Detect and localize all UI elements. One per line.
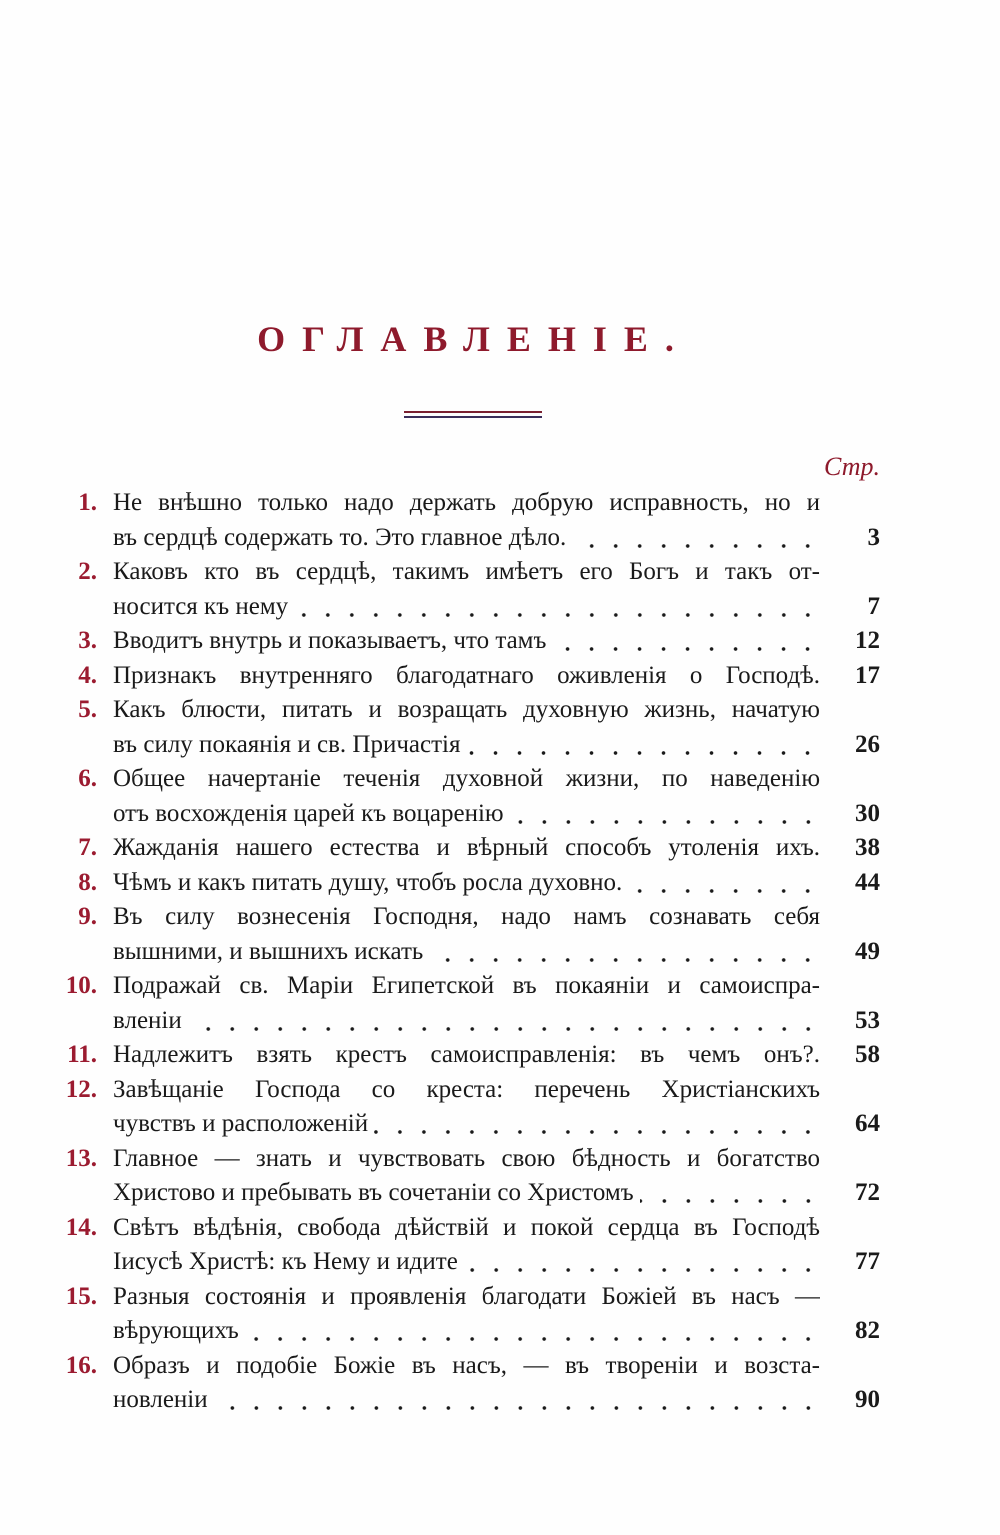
toc-entry-page: 3 <box>867 523 880 551</box>
toc-entry-line <box>0 831 1000 866</box>
toc-entry-line <box>0 590 1000 625</box>
dot-leader <box>466 728 820 763</box>
toc-entry-line <box>0 1176 1000 1211</box>
toc-entry-last-line <box>113 1107 820 1142</box>
toc-entry-number: 5. <box>78 696 97 723</box>
toc-entry-title: Свѣтъ вѣдѣнія, свобода дѣйствій и покой сердца въ Господѣ <box>113 1213 820 1241</box>
toc-entry-title: Христово и пребывать въ сочетаніи со Христомъ <box>113 1179 634 1206</box>
dot-leader <box>510 797 820 832</box>
toc-entry-title: Жажданія нашего естества и вѣрный способъ утоленія ихъ. <box>113 834 820 861</box>
toc-entry-number: 11. <box>67 1041 97 1068</box>
toc-entry-number: 13. <box>65 1144 97 1172</box>
toc-entry-number: 10. <box>65 972 97 999</box>
toc-entry-title: Общее начертаніе теченія духовной жизни, по наведенію <box>113 765 820 792</box>
toc-entry-page: 82 <box>855 1317 880 1344</box>
toc-entry-line <box>0 900 1000 935</box>
toc-entry-page: 26 <box>855 730 880 758</box>
table-of-contents <box>0 486 1000 1418</box>
toc-entry-number: 3. <box>78 627 97 654</box>
toc-entry-page: 58 <box>855 1041 880 1068</box>
dot-leader <box>245 1314 820 1349</box>
toc-entry-line <box>0 1038 1000 1073</box>
toc-entry-last-line <box>113 831 820 866</box>
toc-entry-number: 7. <box>78 834 97 861</box>
toc-entry-line <box>0 1245 1000 1280</box>
toc-entry-title: Іисусѣ Христѣ: къ Нему и идите <box>113 1248 458 1275</box>
dot-leader <box>214 1383 820 1418</box>
toc-entry-page: 38 <box>855 834 880 861</box>
toc-entry-number: 14. <box>65 1213 97 1241</box>
toc-entry-number: 6. <box>78 765 97 792</box>
dot-leader <box>552 624 820 659</box>
toc-entry-line <box>0 1107 1000 1142</box>
toc-entry-last-line <box>113 659 820 694</box>
toc-entry-title: Главное — знать и чувствовать свою бѣдность и богатство <box>113 1144 820 1172</box>
toc-entry-page: 12 <box>855 627 880 654</box>
toc-entry-line <box>0 1349 1000 1384</box>
toc-entry-number: 4. <box>78 661 97 689</box>
toc-entry-title: Признакъ внутренняго благодатнаго оживленія о Господѣ. <box>113 661 820 689</box>
toc-entry-last-line <box>113 1004 820 1039</box>
toc-entry-number: 16. <box>65 1351 97 1379</box>
toc-entry-line <box>0 866 1000 901</box>
title-double-rule <box>404 411 542 420</box>
dot-leader <box>188 1004 820 1039</box>
toc-entry-line <box>0 693 1000 728</box>
toc-entry-last-line <box>113 624 820 659</box>
toc-entry-line <box>0 1073 1000 1108</box>
toc-entry-line <box>0 728 1000 763</box>
toc-entry-line <box>0 1004 1000 1039</box>
toc-entry-number: 2. <box>78 558 97 585</box>
toc-entry-line <box>0 1280 1000 1315</box>
toc-entry-last-line <box>113 1176 820 1211</box>
toc-entry-title: Подражай св. Маріи Египетской въ покаяніи и самоиспра- <box>113 972 820 999</box>
toc-entry-number: 1. <box>78 489 97 516</box>
toc-entry-line <box>0 486 1000 521</box>
page-title: ОГЛАВЛЕНІЕ. <box>257 319 691 359</box>
toc-entry-line <box>0 762 1000 797</box>
toc-entry-page: 64 <box>855 1110 880 1137</box>
toc-entry-page: 17 <box>855 661 880 689</box>
toc-entry-title: Въ силу вознесенія Господня, надо намъ сознавать себя <box>113 903 820 930</box>
toc-entry-title: вѣрующихъ <box>113 1317 239 1344</box>
toc-entry-title: Завѣщаніе Господа со креста: перечень Христіанскихъ <box>113 1075 820 1103</box>
dot-leader <box>572 521 820 556</box>
toc-entry-last-line <box>113 1038 820 1073</box>
toc-entry-last-line <box>113 521 820 556</box>
toc-entry-line <box>0 555 1000 590</box>
toc-entry-line <box>0 935 1000 970</box>
dot-leader <box>464 1245 820 1280</box>
toc-entry-last-line <box>113 1383 820 1418</box>
toc-entry-title: Чѣмъ и какъ питать душу, чтобъ росла духовно. <box>113 868 623 896</box>
toc-entry-title: чувствъ и расположеній <box>113 1110 369 1137</box>
toc-entry-title: въ сердцѣ содержать то. Это главное дѣло. <box>113 523 567 551</box>
toc-entry-title: Разныя состоянія и проявленія благодати Божіей въ насъ — <box>113 1282 820 1310</box>
toc-entry-page: 53 <box>855 1006 880 1034</box>
dot-leader <box>374 1107 820 1142</box>
toc-entry-title: въ силу покаянія и св. Причастія <box>113 730 461 758</box>
toc-entry-title: Образъ и подобіе Божіе въ насъ, — въ твореніи и возста- <box>113 1351 820 1379</box>
toc-entry-title: вышними, и вышнихъ искать <box>113 937 424 965</box>
toc-entry-line <box>0 1383 1000 1418</box>
toc-entry-number: 9. <box>78 903 97 930</box>
page-column-label: Стр. <box>824 452 880 481</box>
dot-leader <box>640 1176 820 1211</box>
toc-entry-line <box>0 969 1000 1004</box>
dot-leader <box>628 866 820 901</box>
toc-entry-last-line <box>113 1245 820 1280</box>
toc-entry-page: 49 <box>855 937 880 965</box>
toc-entry-title: отъ восхожденія царей къ воцаренію <box>113 799 504 827</box>
toc-entry-line <box>0 797 1000 832</box>
dot-leader <box>294 590 820 625</box>
toc-entry-title: Какъ блюсти, питать и возращать духовную жизнь, начатую <box>113 696 820 723</box>
toc-entry-title: новленіи <box>113 1386 208 1413</box>
toc-entry-last-line <box>113 866 820 901</box>
toc-entry-page: 7 <box>867 592 880 620</box>
toc-entry-page: 72 <box>855 1179 880 1206</box>
toc-entry-page: 30 <box>855 799 880 827</box>
toc-entry-line <box>0 521 1000 556</box>
toc-entry-page: 44 <box>855 868 880 896</box>
toc-entry-last-line <box>113 728 820 763</box>
toc-entry-last-line <box>113 797 820 832</box>
toc-entry-last-line <box>113 590 820 625</box>
toc-entry-line <box>0 1314 1000 1349</box>
toc-entry-last-line <box>113 935 820 970</box>
toc-entry-title: Не внѣшно только надо держать добрую исправность, но и <box>113 489 820 516</box>
toc-entry-title: Надлежитъ взять крестъ самоисправленія: въ чемъ онъ?. <box>113 1041 820 1068</box>
toc-entry-line <box>0 1142 1000 1177</box>
toc-entry-line <box>0 624 1000 659</box>
toc-entry-page: 90 <box>855 1386 880 1413</box>
dot-leader <box>429 935 820 970</box>
toc-entry-number: 8. <box>78 868 97 896</box>
toc-entry-title: вленіи <box>113 1006 182 1034</box>
toc-entry-number: 12. <box>65 1075 97 1103</box>
toc-entry-line <box>0 659 1000 694</box>
toc-entry-page: 77 <box>855 1248 880 1275</box>
toc-entry-title: носится къ нему <box>113 592 289 620</box>
toc-entry-number: 15. <box>65 1282 97 1310</box>
toc-entry-title: Вводитъ внутрь и показываетъ, что тамъ <box>113 627 547 654</box>
toc-entry-last-line <box>113 1314 820 1349</box>
toc-entry-title: Каковъ кто въ сердцѣ, такимъ имѣетъ его Богъ и такъ от- <box>113 558 820 585</box>
toc-entry-line <box>0 1211 1000 1246</box>
